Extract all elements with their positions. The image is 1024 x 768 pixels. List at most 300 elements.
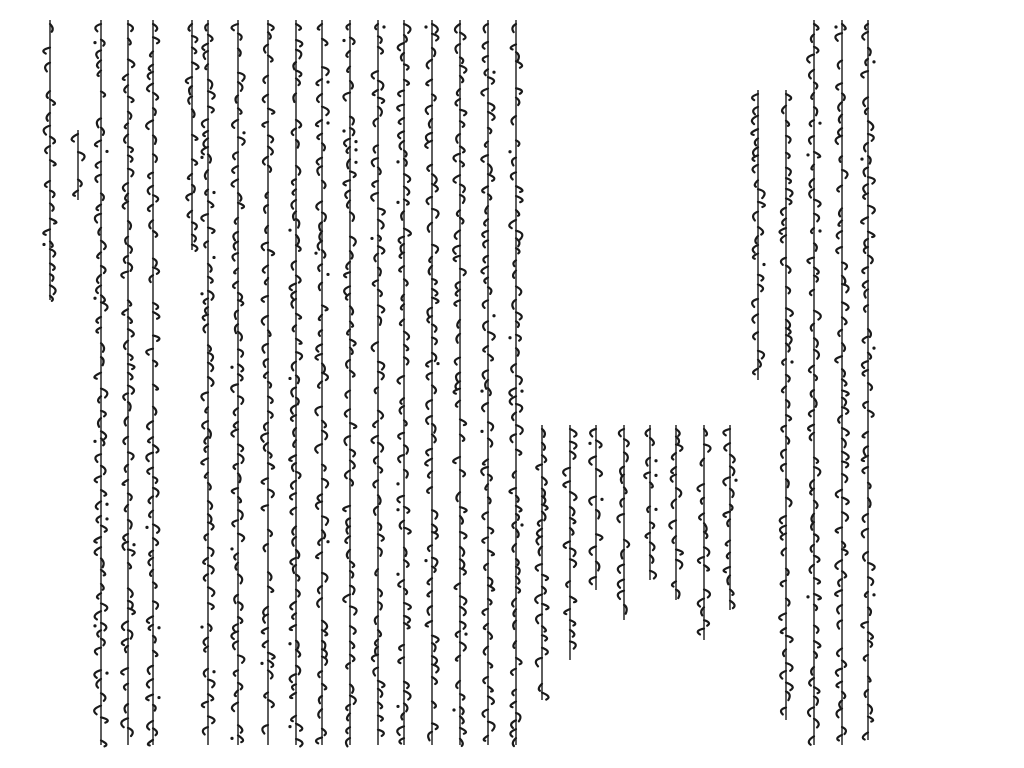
glyph-stroke xyxy=(322,630,327,635)
text-column xyxy=(723,425,737,610)
glyph-stroke xyxy=(698,557,704,563)
glyph-stroke xyxy=(862,267,868,273)
glyph-stroke xyxy=(45,146,50,153)
glyph-stroke xyxy=(590,429,596,436)
glyph-stroke xyxy=(146,349,153,355)
glyph-stroke xyxy=(232,24,238,30)
glyph-stroke xyxy=(322,305,328,310)
glyph-stroke xyxy=(322,573,327,582)
glyph-stroke xyxy=(322,516,328,525)
glyph-stroke xyxy=(454,154,460,162)
glyph-stroke xyxy=(868,717,873,722)
glyph-stroke xyxy=(786,198,792,204)
glyph-stroke xyxy=(460,33,466,40)
glyph-stroke xyxy=(460,66,466,73)
text-column xyxy=(644,425,657,580)
glyph-stroke xyxy=(50,285,56,294)
glyph-stroke xyxy=(202,147,208,154)
glyph-stroke xyxy=(862,456,868,461)
glyph-stroke xyxy=(868,632,873,639)
punctuation-dot xyxy=(326,540,329,543)
punctuation-dot xyxy=(326,121,329,124)
punctuation-dot xyxy=(288,642,291,645)
glyph-stroke xyxy=(322,657,327,665)
glyph-stroke xyxy=(261,433,268,442)
glyph-stroke xyxy=(868,232,874,237)
glyph-stroke xyxy=(147,616,153,623)
glyph-stroke xyxy=(378,305,384,312)
glyph-stroke xyxy=(238,349,243,356)
glyph-stroke xyxy=(842,390,849,395)
glyph-stroke xyxy=(786,636,793,642)
glyph-stroke xyxy=(868,577,873,585)
glyph-stroke xyxy=(378,47,383,54)
glyph-stroke xyxy=(43,229,50,234)
glyph-stroke xyxy=(426,105,432,114)
glyph-stroke xyxy=(758,227,763,235)
glyph-stroke xyxy=(835,560,842,569)
glyph-stroke xyxy=(322,107,329,115)
glyph-stroke xyxy=(842,428,849,435)
glyph-stroke xyxy=(837,185,842,191)
glyph-stroke xyxy=(488,696,494,704)
glyph-stroke xyxy=(814,214,819,222)
glyph-stroke xyxy=(781,235,786,242)
glyph-stroke xyxy=(148,173,153,179)
glyph-stroke xyxy=(432,677,437,684)
glyph-stroke xyxy=(704,444,711,451)
glyph-stroke xyxy=(233,624,238,631)
glyph-stroke xyxy=(78,152,85,160)
glyph-stroke xyxy=(432,174,437,183)
glyph-stroke xyxy=(398,131,404,138)
glyph-stroke xyxy=(537,529,542,536)
glyph-stroke xyxy=(698,629,704,635)
glyph-stroke xyxy=(268,586,273,592)
punctuation-dot xyxy=(588,442,591,445)
glyph-stroke xyxy=(43,48,50,54)
glyph-stroke xyxy=(483,240,488,247)
glyph-stroke xyxy=(186,77,192,83)
glyph-stroke xyxy=(842,549,848,555)
text-column xyxy=(288,20,302,746)
glyph-stroke xyxy=(624,439,629,446)
glyph-stroke xyxy=(723,512,730,517)
glyph-stroke xyxy=(814,200,821,207)
glyph-stroke xyxy=(786,683,793,691)
glyph-stroke xyxy=(481,266,488,273)
glyph-stroke xyxy=(322,431,327,440)
glyph-stroke xyxy=(350,171,356,177)
glyph-stroke xyxy=(148,437,153,442)
glyph-stroke xyxy=(397,496,404,503)
glyph-stroke xyxy=(619,429,624,436)
glyph-stroke xyxy=(753,254,758,259)
glyph-stroke xyxy=(483,300,488,308)
glyph-stroke xyxy=(268,135,273,142)
glyph-stroke xyxy=(723,477,730,485)
glyph-stroke xyxy=(676,560,682,569)
text-column xyxy=(230,20,245,745)
glyph-stroke xyxy=(322,39,327,45)
glyph-stroke xyxy=(316,502,322,509)
glyph-stroke xyxy=(570,442,576,449)
glyph-stroke xyxy=(398,90,404,96)
glyph-stroke xyxy=(238,444,243,451)
glyph-stroke xyxy=(589,456,596,464)
glyph-stroke xyxy=(752,116,758,124)
text-column xyxy=(42,20,56,301)
text-column xyxy=(617,425,629,620)
glyph-stroke xyxy=(863,281,868,288)
glyph-stroke xyxy=(510,396,516,404)
glyph-stroke xyxy=(378,372,384,380)
glyph-stroke xyxy=(192,36,197,42)
glyph-stroke xyxy=(238,203,244,208)
glyph-stroke xyxy=(153,538,158,545)
glyph-stroke xyxy=(563,468,570,476)
glyph-stroke xyxy=(192,62,199,69)
scan-speck xyxy=(267,277,269,279)
glyph-stroke xyxy=(542,648,548,655)
glyph-stroke xyxy=(238,510,243,519)
punctuation-dot xyxy=(260,662,263,665)
glyph-stroke xyxy=(404,187,409,195)
glyph-stroke xyxy=(814,719,819,728)
glyph-stroke xyxy=(780,516,786,523)
glyph-stroke xyxy=(372,71,378,78)
glyph-stroke xyxy=(322,373,328,380)
glyph-stroke xyxy=(836,709,842,718)
glyph-stroke xyxy=(570,597,576,603)
glyph-stroke xyxy=(291,291,296,298)
text-column xyxy=(806,20,821,745)
glyph-stroke xyxy=(863,184,868,192)
glyph-stroke xyxy=(208,91,215,99)
glyph-stroke xyxy=(208,548,214,556)
glyph-stroke xyxy=(460,110,466,116)
glyph-stroke xyxy=(509,388,516,396)
glyph-stroke xyxy=(95,611,101,619)
glyph-stroke xyxy=(148,186,153,194)
punctuation-dot xyxy=(288,725,291,728)
glyph-stroke xyxy=(95,476,101,482)
glyph-stroke xyxy=(315,354,322,360)
glyph-stroke xyxy=(427,60,432,69)
glyph-stroke xyxy=(378,81,383,90)
glyph-stroke xyxy=(432,245,438,253)
glyph-stroke xyxy=(296,245,301,251)
glyph-stroke xyxy=(263,265,268,272)
glyph-stroke xyxy=(536,464,542,469)
glyph-stroke xyxy=(45,181,50,187)
glyph-stroke xyxy=(262,243,268,251)
glyph-stroke xyxy=(201,392,208,400)
glyph-stroke xyxy=(350,340,356,346)
glyph-stroke xyxy=(563,481,570,487)
glyph-stroke xyxy=(432,184,438,192)
glyph-stroke xyxy=(404,616,410,623)
glyph-stroke xyxy=(262,505,268,510)
glyph-stroke xyxy=(398,43,404,50)
glyph-stroke xyxy=(153,303,158,309)
glyph-stroke xyxy=(128,588,133,597)
glyph-stroke xyxy=(837,231,842,238)
glyph-stroke xyxy=(460,568,466,574)
glyph-stroke xyxy=(404,682,409,688)
punctuation-dot xyxy=(200,292,203,295)
punctuation-dot xyxy=(734,479,737,482)
glyph-stroke xyxy=(488,527,493,533)
glyph-stroke xyxy=(454,300,460,305)
punctuation-dot xyxy=(42,243,45,246)
glyph-stroke xyxy=(291,716,296,721)
text-column xyxy=(834,20,848,745)
punctuation-dot xyxy=(396,508,399,511)
punctuation-dot xyxy=(520,523,523,526)
punctuation-dot xyxy=(200,156,203,159)
glyph-stroke xyxy=(699,513,704,519)
glyph-stroke xyxy=(231,384,238,392)
glyph-stroke xyxy=(208,201,213,207)
glyph-stroke xyxy=(344,139,350,146)
glyph-stroke xyxy=(542,693,549,700)
glyph-stroke xyxy=(345,470,350,478)
glyph-stroke xyxy=(147,468,153,474)
glyph-stroke xyxy=(128,728,133,736)
text-column xyxy=(588,425,603,590)
glyph-stroke xyxy=(202,421,208,429)
glyph-stroke xyxy=(516,286,521,295)
glyph-stroke xyxy=(432,24,438,33)
glyph-stroke xyxy=(460,470,465,476)
glyph-stroke xyxy=(192,159,197,164)
punctuation-dot xyxy=(818,229,821,232)
glyph-stroke xyxy=(95,214,101,223)
glyph-stroke xyxy=(268,147,273,155)
glyph-stroke xyxy=(372,655,378,662)
glyph-stroke xyxy=(671,467,676,473)
glyph-stroke xyxy=(842,512,848,521)
glyph-stroke xyxy=(669,520,676,528)
glyph-stroke xyxy=(153,267,159,273)
glyph-stroke xyxy=(671,475,676,482)
punctuation-dot xyxy=(342,39,345,42)
glyph-stroke xyxy=(153,37,159,43)
text-column xyxy=(396,20,410,745)
glyph-stroke xyxy=(378,443,383,452)
glyph-stroke xyxy=(453,246,460,254)
punctuation-dot xyxy=(480,389,483,392)
glyph-stroke xyxy=(238,364,243,371)
glyph-stroke xyxy=(147,679,153,687)
punctuation-dot xyxy=(105,503,108,506)
glyph-stroke xyxy=(296,71,301,77)
glyph-stroke xyxy=(192,245,197,251)
glyph-stroke xyxy=(618,564,624,572)
glyph-stroke xyxy=(861,622,868,628)
glyph-stroke xyxy=(516,425,523,434)
glyph-stroke xyxy=(153,195,158,201)
glyph-stroke xyxy=(398,580,404,587)
glyph-stroke xyxy=(350,696,356,704)
glyph-stroke xyxy=(350,460,355,468)
glyph-stroke xyxy=(780,525,786,533)
glyph-stroke xyxy=(95,547,101,555)
glyph-stroke xyxy=(290,493,296,499)
glyph-stroke xyxy=(296,120,301,128)
glyph-stroke xyxy=(460,184,465,192)
glyph-stroke xyxy=(432,532,438,539)
glyph-stroke xyxy=(153,385,158,390)
glyph-stroke xyxy=(786,168,791,175)
glyph-stroke xyxy=(128,59,134,67)
glyph-stroke xyxy=(322,67,329,75)
glyph-stroke xyxy=(570,492,577,500)
glyph-stroke xyxy=(758,351,764,359)
glyph-stroke xyxy=(148,72,153,79)
glyph-stroke xyxy=(290,283,296,290)
glyph-stroke xyxy=(432,664,439,672)
glyph-stroke xyxy=(863,552,868,561)
glyph-stroke xyxy=(371,193,378,201)
glyph-stroke xyxy=(781,450,786,458)
glyph-stroke xyxy=(730,455,735,463)
punctuation-dot xyxy=(492,71,495,74)
glyph-stroke xyxy=(511,364,516,372)
punctuation-dot xyxy=(396,573,399,576)
glyph-stroke xyxy=(147,84,153,92)
glyph-stroke xyxy=(753,107,758,114)
glyph-stroke xyxy=(781,628,786,633)
glyph-stroke xyxy=(868,206,875,214)
glyph-stroke xyxy=(842,170,848,178)
glyph-stroke xyxy=(753,369,758,375)
punctuation-dot xyxy=(157,696,160,699)
glyph-stroke xyxy=(123,74,128,80)
glyph-stroke xyxy=(153,524,159,532)
punctuation-dot xyxy=(654,459,657,462)
glyph-stroke xyxy=(842,461,848,467)
punctuation-dot xyxy=(424,559,427,562)
glyph-stroke xyxy=(809,136,814,144)
glyph-stroke xyxy=(343,594,350,602)
glyph-stroke xyxy=(781,258,786,265)
glyph-stroke xyxy=(296,739,303,746)
glyph-stroke xyxy=(404,603,411,609)
glyph-stroke xyxy=(268,489,274,497)
glyph-stroke xyxy=(316,201,322,209)
punctuation-dot xyxy=(508,150,511,153)
glyph-stroke xyxy=(814,556,819,562)
glyph-stroke xyxy=(516,186,522,192)
glyph-stroke xyxy=(232,703,238,712)
glyph-stroke xyxy=(427,197,432,204)
punctuation-dot xyxy=(93,41,96,44)
glyph-stroke xyxy=(460,622,466,629)
glyph-stroke xyxy=(432,34,438,41)
glyph-stroke xyxy=(378,246,384,253)
punctuation-dot xyxy=(93,624,96,627)
glyph-stroke xyxy=(868,121,873,130)
glyph-stroke xyxy=(208,587,214,596)
glyph-stroke xyxy=(208,565,214,573)
glyph-stroke xyxy=(317,158,322,165)
glyph-stroke xyxy=(202,44,208,51)
glyph-stroke xyxy=(786,415,791,420)
glyph-stroke xyxy=(780,228,786,234)
glyph-stroke xyxy=(268,396,273,403)
glyph-stroke xyxy=(96,501,101,509)
glyph-stroke xyxy=(262,628,268,634)
glyph-stroke xyxy=(317,134,322,139)
glyph-stroke xyxy=(378,98,384,103)
glyph-stroke xyxy=(128,364,134,369)
glyph-stroke xyxy=(315,444,322,453)
glyph-stroke xyxy=(290,625,296,630)
glyph-stroke xyxy=(781,208,786,215)
glyph-stroke xyxy=(94,670,101,678)
glyph-stroke xyxy=(724,443,730,450)
glyph-stroke xyxy=(861,71,868,77)
glyph-stroke xyxy=(123,542,128,550)
glyph-stroke xyxy=(488,422,493,430)
glyph-stroke xyxy=(263,641,268,647)
glyph-stroke xyxy=(516,376,522,384)
punctuation-dot xyxy=(342,129,345,132)
glyph-stroke xyxy=(404,228,411,235)
glyph-stroke xyxy=(837,648,842,656)
glyph-stroke xyxy=(343,506,350,511)
punctuation-dot xyxy=(762,263,765,266)
glyph-stroke xyxy=(509,220,516,228)
glyph-stroke xyxy=(238,534,244,542)
glyph-stroke xyxy=(291,481,296,489)
glyph-stroke xyxy=(262,296,268,302)
glyph-stroke xyxy=(564,541,570,548)
glyph-stroke xyxy=(482,537,488,542)
glyph-stroke xyxy=(263,614,268,622)
glyph-stroke xyxy=(786,498,792,507)
glyph-stroke xyxy=(123,183,128,191)
glyph-stroke xyxy=(542,604,548,609)
glyph-stroke xyxy=(232,520,238,526)
glyph-stroke xyxy=(808,425,814,431)
glyph-stroke xyxy=(542,635,547,640)
glyph-stroke xyxy=(208,377,213,386)
glyph-stroke xyxy=(786,94,791,100)
glyph-stroke xyxy=(378,208,385,214)
glyph-stroke xyxy=(836,490,842,498)
glyph-stroke xyxy=(432,656,437,664)
punctuation-dot xyxy=(480,430,483,433)
glyph-stroke xyxy=(536,658,542,666)
glyph-stroke xyxy=(814,152,820,158)
glyph-stroke xyxy=(835,33,842,41)
punctuation-dot xyxy=(326,273,329,276)
glyph-stroke xyxy=(862,529,868,538)
glyph-stroke xyxy=(128,147,133,152)
glyph-stroke xyxy=(153,488,159,497)
glyph-stroke xyxy=(808,707,814,716)
glyph-stroke xyxy=(233,253,238,260)
glyph-stroke xyxy=(345,536,350,543)
glyph-stroke xyxy=(786,663,793,671)
glyph-stroke xyxy=(350,626,356,634)
glyph-stroke xyxy=(128,549,135,555)
glyph-stroke xyxy=(814,350,819,359)
glyph-stroke xyxy=(404,174,410,182)
